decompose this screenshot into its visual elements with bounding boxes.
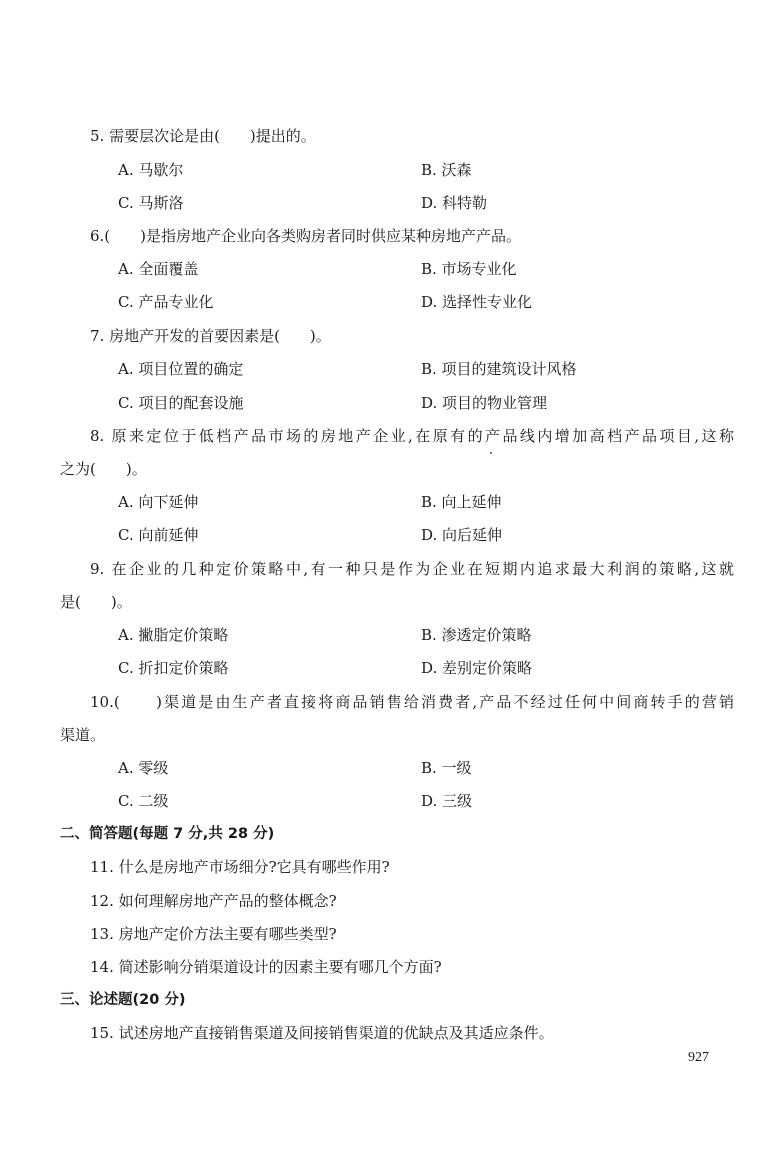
question-10-option-a: A. 零级 xyxy=(118,759,169,777)
question-6-option-d: D. 选择性专业化 xyxy=(421,293,533,311)
question-9-option-c: C. 折扣定价策略 xyxy=(118,659,229,677)
section-2-heading: 二、简答题(每题 7 分,共 28 分) xyxy=(60,826,275,842)
question-12: 12. 如何理解房地产产品的整体概念? xyxy=(90,892,337,910)
page-number: 927 xyxy=(688,1050,709,1065)
question-7-option-d: D. 项目的物业管理 xyxy=(421,394,548,412)
question-5-option-c: C. 马斯洛 xyxy=(118,194,184,212)
section-3-heading: 三、论述题(20 分) xyxy=(60,992,186,1008)
question-11: 11. 什么是房地产市场细分?它具有哪些作用? xyxy=(90,858,390,876)
question-9-option-d: D. 差别定价策略 xyxy=(421,659,533,677)
question-7-option-b: B. 项目的建筑设计风格 xyxy=(421,360,577,378)
question-7-stem: 7. 房地产开发的首要因素是( )。 xyxy=(90,327,331,345)
speck-mark xyxy=(490,452,492,454)
question-6-option-b: B. 市场专业化 xyxy=(421,260,517,278)
question-9-stem: 9. 在企业的几种定价策略中,有一种只是作为企业在短期内追求最大利润的策略,这就 xyxy=(90,560,734,578)
question-10-stem: 10.( )渠道是由生产者直接将商品销售给消费者,产品不经过任何中间商转手的营销 xyxy=(90,693,734,711)
question-6-stem: 6.( )是指房地产企业向各类购房者同时供应某种房地产产品。 xyxy=(90,227,522,245)
question-6-option-a: A. 全面覆盖 xyxy=(118,260,199,278)
question-8-stem: 8. 原来定位于低档产品市场的房地产企业,在原有的产品线内增加高档产品项目,这称 xyxy=(90,427,734,445)
question-8-option-b: B. 向上延伸 xyxy=(421,493,502,511)
question-10-option-d: D. 三级 xyxy=(421,792,473,810)
question-6-option-c: C. 产品专业化 xyxy=(118,293,214,311)
question-9-option-b: B. 渗透定价策略 xyxy=(421,626,532,644)
question-8-option-c: C. 向前延伸 xyxy=(118,526,199,544)
question-13: 13. 房地产定价方法主要有哪些类型? xyxy=(90,925,337,943)
question-10-option-b: B. 一级 xyxy=(421,759,472,777)
question-15: 15. 试述房地产直接销售渠道及间接销售渠道的优缺点及其适应条件。 xyxy=(90,1024,554,1042)
question-5-option-a: A. 马歇尔 xyxy=(118,161,184,179)
question-8-option-a: A. 向下延伸 xyxy=(118,493,199,511)
question-5-option-b: B. 沃森 xyxy=(421,161,472,179)
question-9-option-a: A. 撇脂定价策略 xyxy=(118,626,229,644)
question-10-stem-continued: 渠道。 xyxy=(60,726,106,744)
question-8-option-d: D. 向后延伸 xyxy=(421,526,503,544)
question-8-stem-continued: 之为( )。 xyxy=(60,460,147,478)
question-5-option-d: D. 科特勒 xyxy=(421,194,488,212)
question-14: 14. 简述影响分销渠道设计的因素主要有哪几个方面? xyxy=(90,958,442,976)
question-9-stem-continued: 是( )。 xyxy=(60,593,132,611)
question-10-option-c: C. 二级 xyxy=(118,792,169,810)
question-7-option-c: C. 项目的配套设施 xyxy=(118,394,244,412)
question-7-option-a: A. 项目位置的确定 xyxy=(118,360,244,378)
question-5-stem: 5. 需要层次论是由( )提出的。 xyxy=(90,127,316,145)
